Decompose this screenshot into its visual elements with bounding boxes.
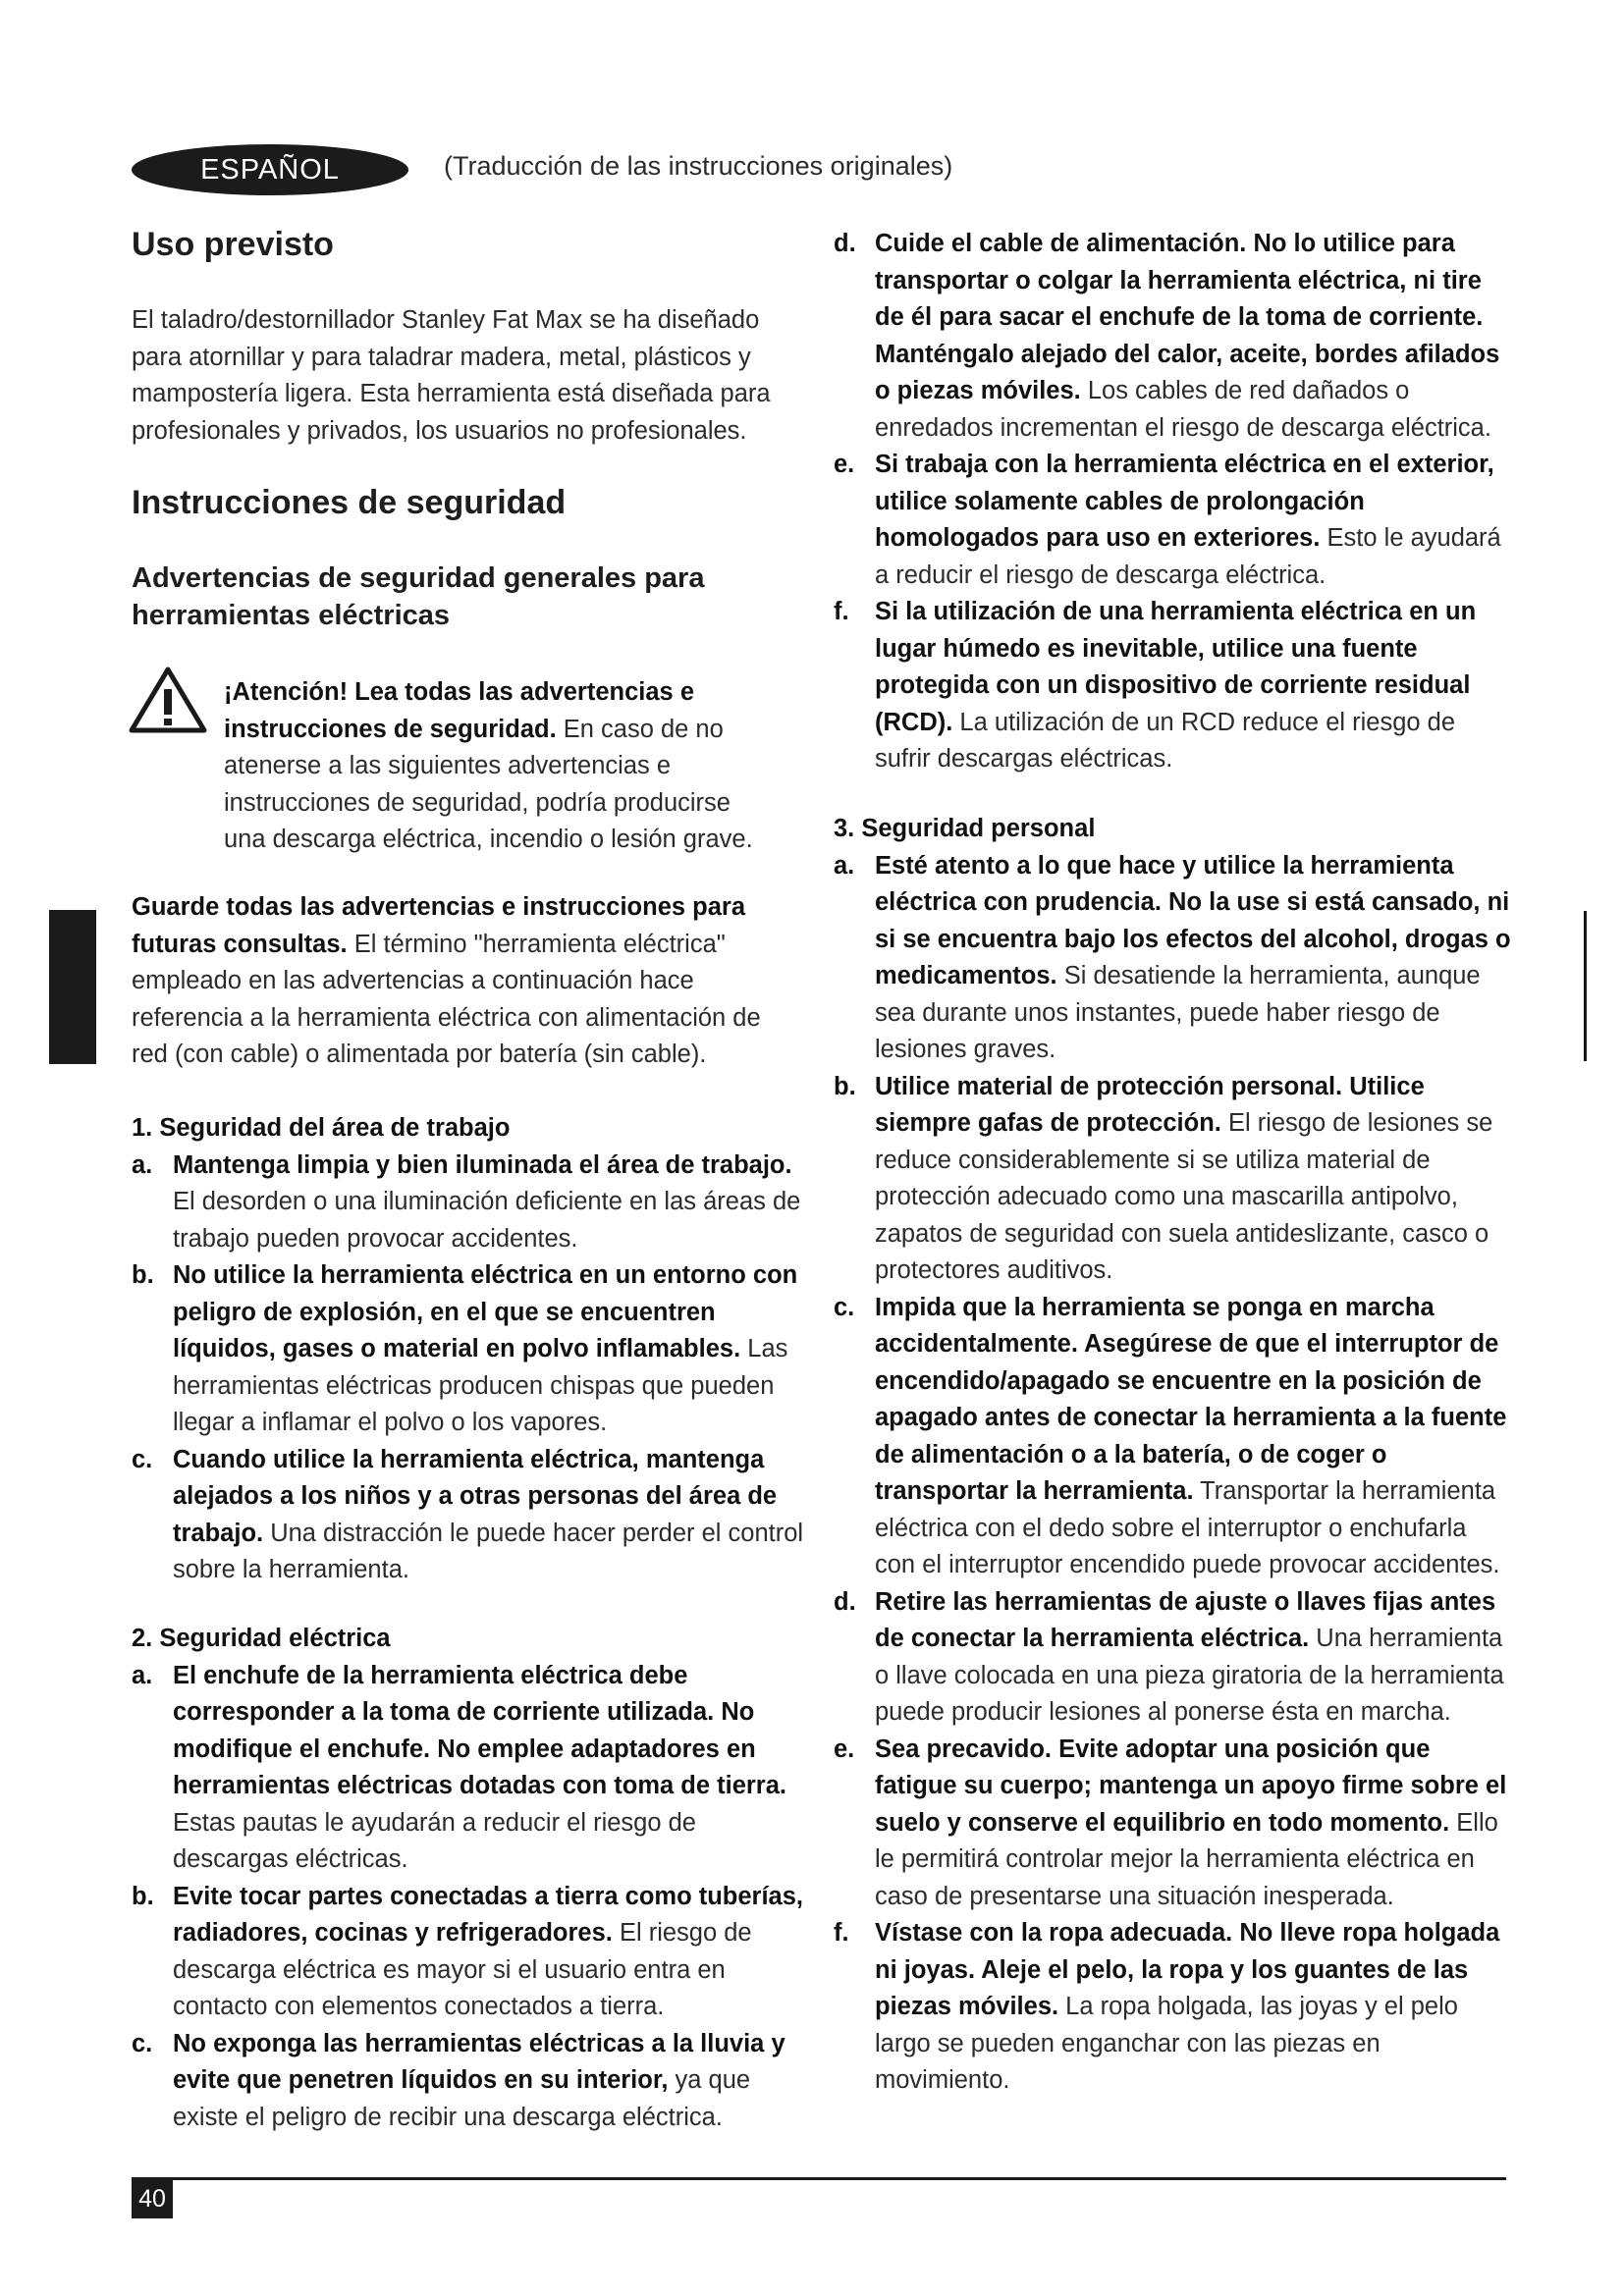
language-badge: ESPAÑOL (132, 144, 408, 195)
list-item: b. Evite tocar partes conectadas a tierra como tuberías, radiadores, cocinas y refrigeradores. El riesgo de descarga eléctrica es mayor si el usuario entra en contacto con elementos conectados a tierra. (132, 1882, 804, 2020)
list-item: b. No utilice la herramienta eléctrica en un entorno con peligro de explosión, en el que se encuentren líquidos, gases o material en polvo inflamables. Las herramientas eléctricas producen chispas que pueden llegar a inflamar el polvo o los vapores. (132, 1261, 798, 1436)
intended-use-title: Uso previsto (132, 226, 334, 263)
list-item: a. Esté atento a lo que hace y utilice la herramienta eléctrica con prudencia. No la use si está cansado, ni si se encuentra bajo los efectos del alcohol, drogas o medicamentos. Si desatiende la herramienta, aunque sea durante unos instantes, puede haber riesgo de lesiones graves. (834, 851, 1511, 1063)
keep-text: El término "herramienta eléctrica" empleado en las advertencias a continuación hace referencia a la herramienta eléctrica con alimentación de red (con cable) o alimentada por batería (sin cable). (132, 930, 761, 1068)
list-item: a. Mantenga limpia y bien iluminada el área de trabajo. El desorden o una iluminación deficiente en las áreas de trabajo pueden provocar accidentes. (132, 1150, 801, 1253)
keep-instructions-paragraph (132, 889, 799, 1074)
list-item: d. Retire las herramientas de ajuste o llaves fijas antes de conectar la herramienta eléctrica. Una herramienta o llave colocada en una pieza giratoria de la herramienta puede producir lesiones al ponerse ésta en marcha. (834, 1587, 1504, 1726)
list-item: b. Utilice material de protección personal. Utilice siempre gafas de protección. El riesgo de lesiones se reduce considerablemente si se utiliza material de protección adecuado como una mascarilla antipolvo, zapatos de seguridad con suela antideslizante, casco o protectores auditivos. (834, 1072, 1493, 1284)
safety-subtitle: Advertencias de seguridad generales para herramientas eléctricas (132, 562, 705, 631)
warning-icon (128, 666, 208, 734)
section-electrical-cont (834, 226, 1511, 778)
footer-divider (132, 2177, 1506, 2180)
keep-bold: Guarde todas las advertencias e instrucciones para futuras consultas. (132, 893, 746, 958)
intended-use-text: El taladro/destornillador Stanley Fat Max se ha diseñado para atornillar y para taladrar madera, metal, plásticos y mampostería ligera. Esta herramienta está diseñada para profesionales y privados, los usuarios no profesionales. (132, 306, 771, 445)
list-item: f. Si la utilización de una herramienta eléctrica en un lugar húmedo es inevitable, utilice una fuente protegida con un dispositivo de corriente residual (RCD). La utilización de un RCD reduce el riesgo de sufrir descargas eléctricas. (834, 598, 1477, 773)
list-item: f. Vístase con la ropa adecuada. No lleve ropa holgada ni joyas. Aleje el pelo, la ropa y los guantes de las piezas móviles. La ropa holgada, las joyas y el pelo largo se pueden enganchar con las piezas en movimiento. (834, 1919, 1500, 2094)
list-item: c. Cuando utilice la herramienta eléctrica, mantenga alejados a los niños y a otras personas del área de trabajo. Una distracción le puede hacer perder el control sobre la herramienta. (132, 1445, 804, 1583)
translation-note: (Traducción de las instrucciones originales) (444, 151, 953, 181)
section-title: 2. Seguridad eléctrica (132, 1625, 391, 1652)
section-tab-marker (49, 910, 96, 1064)
warning-text: En caso de no atenerse a las siguientes advertencias e instrucciones de seguridad, podría producirse una descarga eléctrica, incendio o lesión grave. (224, 715, 753, 853)
warning-paragraph (224, 674, 754, 859)
section-title: 3. Seguridad personal (834, 815, 1096, 842)
list-item: d. Cuide el cable de alimentación. No lo utilice para transportar o colgar la herramienta eléctrica, ni tire de él para sacar el enchufe de la toma de corriente. Manténgalo alejado del calor, aceite, bordes afilados o piezas móviles. Los cables de red dañados o enredados incrementan el riesgo de descarga eléctrica. (834, 230, 1500, 442)
list-item: c. No exponga las herramientas eléctricas a la lluvia y evite que penetren líquidos en su interior, ya que existe el peligro de recibir una descarga eléctrica. (132, 2029, 785, 2131)
safety-title: Instrucciones de seguridad (132, 484, 567, 521)
page-number: 40 (132, 2179, 173, 2218)
list-item: e. Sea precavido. Evite adoptar una posición que fatigue su cuerpo; mantenga un apoyo firme sobre el suelo y conserve el equilibrio en todo momento. Ello le permitirá controlar mejor la herramienta eléctrica en caso de presentarse una situación inesperada. (834, 1735, 1507, 1910)
list-item: c. Impida que la herramienta se ponga en marcha accidentalmente. Asegúrese de que el interruptor de encendido/apagado se encuentre en la posición de apagado antes de conectar la herramienta a la fuente de alimentación o a la batería, o de coger o transportar la herramienta. Transportar la herramienta eléctrica con el dedo sobre el interruptor o enchufarla con el interruptor encendido puede provocar accidentes. (834, 1293, 1507, 1578)
section-title: 1. Seguridad del área de trabajo (132, 1114, 511, 1142)
list-item: e. Si trabaja con la herramienta eléctrica en el exterior, utilice solamente cables de prolongación homologados para uso en exteriores. Esto le ayudará a reducir el riesgo de descarga eléctrica. (834, 451, 1501, 589)
section-personal (834, 811, 1511, 2100)
section-electrical (132, 1621, 809, 2136)
section-work-area (132, 1110, 809, 1589)
warning-bold: ¡Atención! Lea todas las advertencias e instrucciones de seguridad. (224, 678, 694, 743)
list-item: a. El enchufe de la herramienta eléctrica debe corresponder a la toma de corriente utilizada. No modifique el enchufe. No emplee adaptadores en herramientas eléctricas dotadas con toma de tierra. Estas pautas le ayudarán a reducir el riesgo de descargas eléctricas. (132, 1661, 786, 1873)
margin-line (1584, 911, 1587, 1061)
